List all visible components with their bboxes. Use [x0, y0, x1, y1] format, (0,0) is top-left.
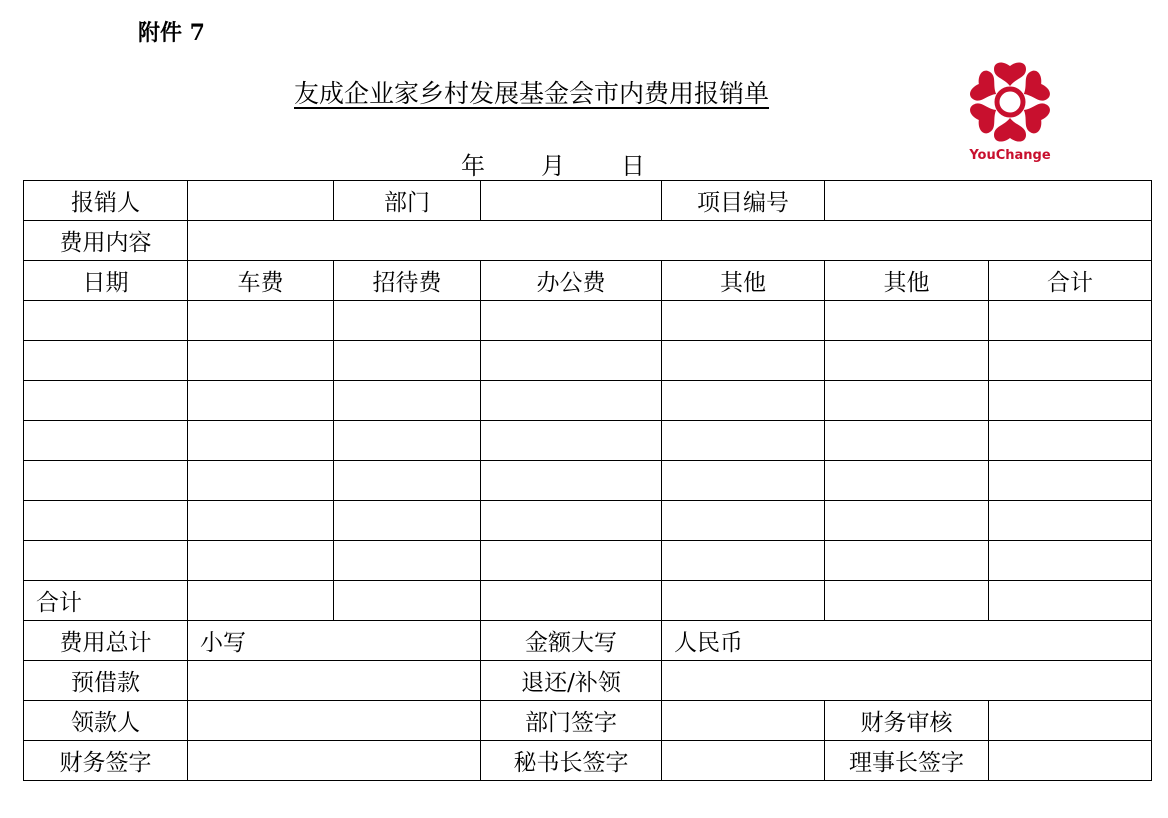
expense-row — [24, 541, 1152, 581]
expense-cell[interactable] — [24, 461, 188, 501]
column-header-row — [24, 261, 1152, 301]
expense-cell[interactable] — [481, 301, 662, 341]
expense-cell[interactable] — [188, 501, 334, 541]
total-cell[interactable] — [481, 581, 662, 621]
finance-review-label: 财务审核 — [825, 701, 989, 741]
expense-cell[interactable] — [481, 381, 662, 421]
expense-cell[interactable] — [24, 421, 188, 461]
expense-cell[interactable] — [989, 341, 1152, 381]
content-field[interactable] — [188, 221, 1152, 261]
expense-row — [24, 301, 1152, 341]
total-row — [24, 581, 1152, 621]
project-no-label: 项目编号 — [662, 181, 825, 221]
expense-rows — [24, 301, 1152, 581]
expense-cell[interactable] — [334, 541, 481, 581]
expense-cell[interactable] — [662, 341, 825, 381]
expense-cell[interactable] — [662, 501, 825, 541]
logo-text: YouChange — [969, 148, 1051, 163]
expense-row — [24, 341, 1152, 381]
expense-cell[interactable] — [188, 461, 334, 501]
finance-sign-field[interactable] — [188, 741, 481, 781]
expense-cell[interactable] — [662, 541, 825, 581]
project-no-field[interactable] — [825, 181, 1152, 221]
grand-total-label: 费用总计 — [24, 621, 188, 661]
expense-row — [24, 381, 1152, 421]
column-header-office: 办公费 — [481, 261, 662, 301]
column-header-other-2: 其他 — [825, 261, 989, 301]
expense-cell[interactable] — [334, 461, 481, 501]
total-cell[interactable] — [662, 581, 825, 621]
expense-cell[interactable] — [481, 501, 662, 541]
date-month-label: 月 — [541, 152, 565, 180]
content-label: 费用内容 — [24, 221, 188, 261]
expense-cell[interactable] — [188, 541, 334, 581]
claimant-row — [24, 181, 1152, 221]
total-cell[interactable] — [825, 581, 989, 621]
finance-sign-label: 财务签字 — [24, 741, 188, 781]
expense-cell[interactable] — [825, 421, 989, 461]
uppercase-amount-label: 金额大写 — [481, 621, 662, 661]
expense-cell[interactable] — [24, 501, 188, 541]
expense-cell[interactable] — [334, 381, 481, 421]
grand-total-row — [24, 621, 1152, 661]
department-label: 部门 — [334, 181, 481, 221]
expense-cell[interactable] — [481, 541, 662, 581]
claimant-field[interactable] — [188, 181, 334, 221]
form-title: 友成企业家乡村发展基金会市内费用报销单 — [294, 79, 770, 108]
expense-cell[interactable] — [188, 421, 334, 461]
expense-cell[interactable] — [825, 541, 989, 581]
expense-cell[interactable] — [662, 381, 825, 421]
date-day-label: 日 — [621, 152, 645, 180]
column-header-total: 合计 — [989, 261, 1152, 301]
advance-field[interactable] — [188, 661, 481, 701]
expense-cell[interactable] — [825, 501, 989, 541]
date-year-label: 年 — [461, 152, 485, 180]
expense-cell[interactable] — [989, 301, 1152, 341]
expense-cell[interactable] — [825, 381, 989, 421]
expense-cell[interactable] — [334, 301, 481, 341]
content-row — [24, 221, 1152, 261]
advance-label: 预借款 — [24, 661, 188, 701]
chairman-sign-label: 理事长签字 — [825, 741, 989, 781]
heart-ring-logo-icon — [962, 60, 1058, 150]
chairman-sign-field[interactable] — [989, 741, 1152, 781]
dept-sign-label: 部门签字 — [481, 701, 662, 741]
expense-cell[interactable] — [989, 381, 1152, 421]
expense-row — [24, 421, 1152, 461]
expense-cell[interactable] — [334, 341, 481, 381]
payee-row — [24, 701, 1152, 741]
expense-cell[interactable] — [662, 461, 825, 501]
expense-cell[interactable] — [662, 301, 825, 341]
expense-cell[interactable] — [334, 501, 481, 541]
expense-cell[interactable] — [24, 301, 188, 341]
dept-sign-field[interactable] — [662, 701, 825, 741]
expense-cell[interactable] — [989, 541, 1152, 581]
expense-cell[interactable] — [24, 381, 188, 421]
expense-cell[interactable] — [188, 381, 334, 421]
advance-row — [24, 661, 1152, 701]
finance-review-field[interactable] — [989, 701, 1152, 741]
total-label: 合计 — [24, 581, 188, 621]
total-cell[interactable] — [188, 581, 334, 621]
expense-cell[interactable] — [989, 421, 1152, 461]
expense-cell[interactable] — [989, 501, 1152, 541]
refund-field[interactable] — [662, 661, 1152, 701]
reimbursement-table — [23, 180, 1152, 781]
expense-cell[interactable] — [334, 421, 481, 461]
payee-field[interactable] — [188, 701, 481, 741]
youchange-logo — [962, 60, 1058, 170]
total-cell[interactable] — [989, 581, 1152, 621]
department-field[interactable] — [481, 181, 662, 221]
column-header-fare: 车费 — [188, 261, 334, 301]
uppercase-amount-field[interactable]: 人民币 — [662, 621, 1152, 661]
expense-cell[interactable] — [481, 461, 662, 501]
expense-row — [24, 501, 1152, 541]
total-cell[interactable] — [334, 581, 481, 621]
expense-cell[interactable] — [24, 341, 188, 381]
expense-cell[interactable] — [481, 341, 662, 381]
column-header-date: 日期 — [24, 261, 188, 301]
expense-cell[interactable] — [662, 421, 825, 461]
attachment-label: 附件 7 — [138, 20, 205, 46]
column-header-entertainment: 招待费 — [334, 261, 481, 301]
refund-label: 退还/补领 — [481, 661, 662, 701]
expense-cell[interactable] — [188, 341, 334, 381]
expense-cell[interactable] — [989, 461, 1152, 501]
column-header-other-1: 其他 — [662, 261, 825, 301]
claimant-label: 报销人 — [24, 181, 188, 221]
secretary-sign-field[interactable] — [662, 741, 825, 781]
expense-cell[interactable] — [188, 301, 334, 341]
expense-cell[interactable] — [825, 301, 989, 341]
expense-cell[interactable] — [825, 461, 989, 501]
signature-row — [24, 741, 1152, 781]
expense-row — [24, 461, 1152, 501]
payee-label: 领款人 — [24, 701, 188, 741]
expense-cell[interactable] — [481, 421, 662, 461]
secretary-sign-label: 秘书长签字 — [481, 741, 662, 781]
expense-cell[interactable] — [24, 541, 188, 581]
expense-cell[interactable] — [825, 341, 989, 381]
lowercase-amount-field[interactable]: 小写 — [188, 621, 481, 661]
